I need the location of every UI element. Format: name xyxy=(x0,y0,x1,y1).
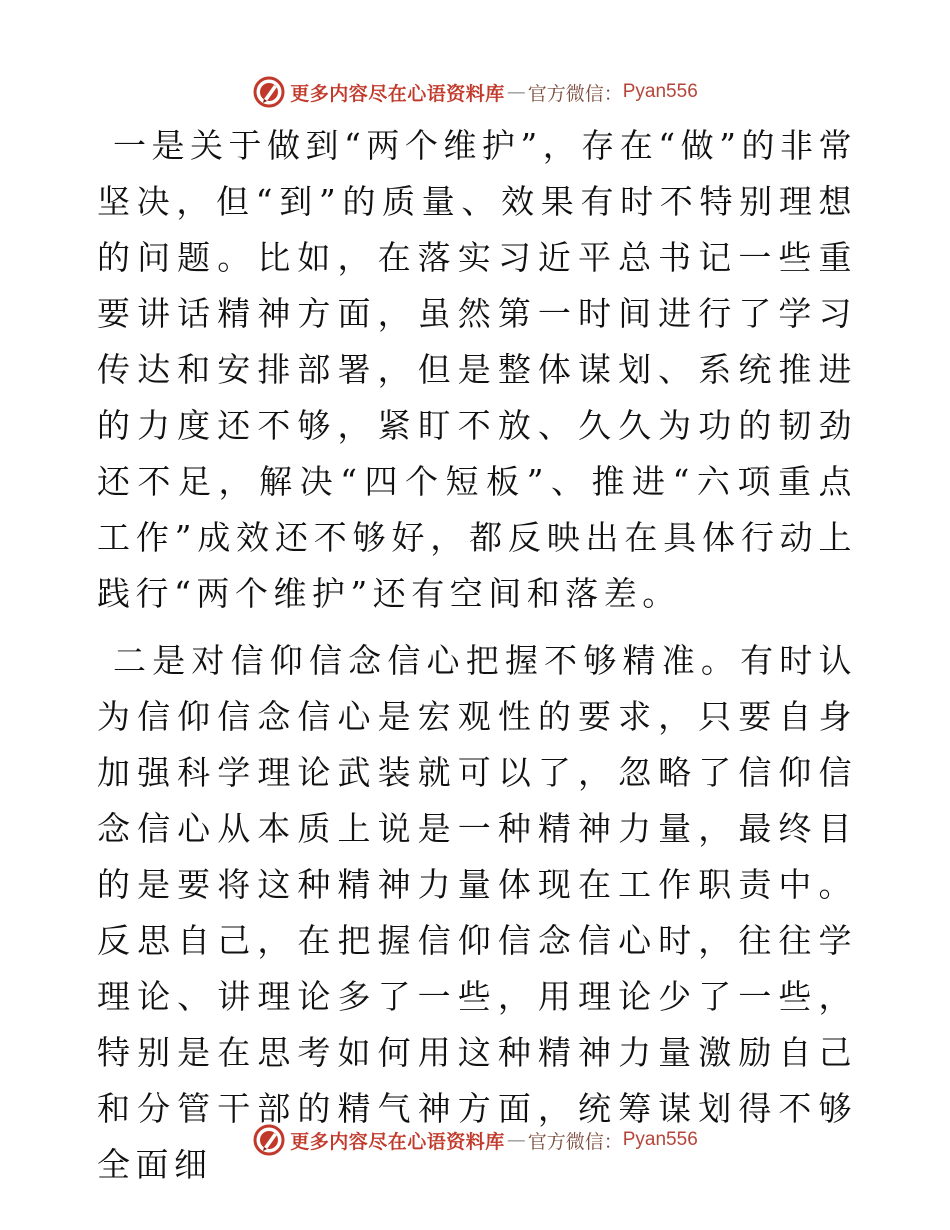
footer-separator: — xyxy=(506,1129,526,1151)
header-wechat-id: Pyan556 xyxy=(622,81,698,102)
footer-wechat-id: Pyan556 xyxy=(622,1129,698,1150)
document-body xyxy=(97,118,857,1193)
pen-logo-icon xyxy=(252,75,286,109)
header-brand-text: 更多内容尽在心语资料库 xyxy=(290,82,505,105)
pen-logo-icon xyxy=(252,1123,286,1157)
footer-brand-text: 更多内容尽在心语资料库 xyxy=(290,1130,505,1153)
paragraph-2: 二是对信仰信念信心把握不够精准。有时认为信仰信念信心是宏观性的要求，只要自身加强科学理论武装就可以了，忽略了信仰信念信心从本质上说是一种精神力量，最终目的是要将这种精神力量体现在工作职责中。反思自己，在把握信仰信念信心时，往往学理论、讲理论多了一些，用理论少了一些，特别是在思考如何用这种精神力量激励自己和分管干部的精气神方面，统筹谋划得不够全面细 xyxy=(97,641,857,1184)
footer-banner xyxy=(0,1120,950,1160)
footer-wechat-label: 官方微信： xyxy=(527,1130,623,1153)
header-wechat-label: 官方微信： xyxy=(527,82,623,105)
header-banner xyxy=(0,72,950,112)
paragraph-1: 一是关于做到“两个维护”，存在“做”的非常坚决，但“到”的质量、效果有时不特别理想的问题。比如，在落实习近平总书记一些重要讲话精神方面，虽然第一时间进行了学习传达和安排部署，但是整体谋划、系统推进的力度还不够，紧盯不放、久久为功的韧劲还不足，解决“四个短板”、推进“六项重点工作”成效还不够好，都反映出在具体行动上践行“两个维护”还有空间和落差。 xyxy=(97,126,857,613)
header-separator: — xyxy=(506,81,526,103)
